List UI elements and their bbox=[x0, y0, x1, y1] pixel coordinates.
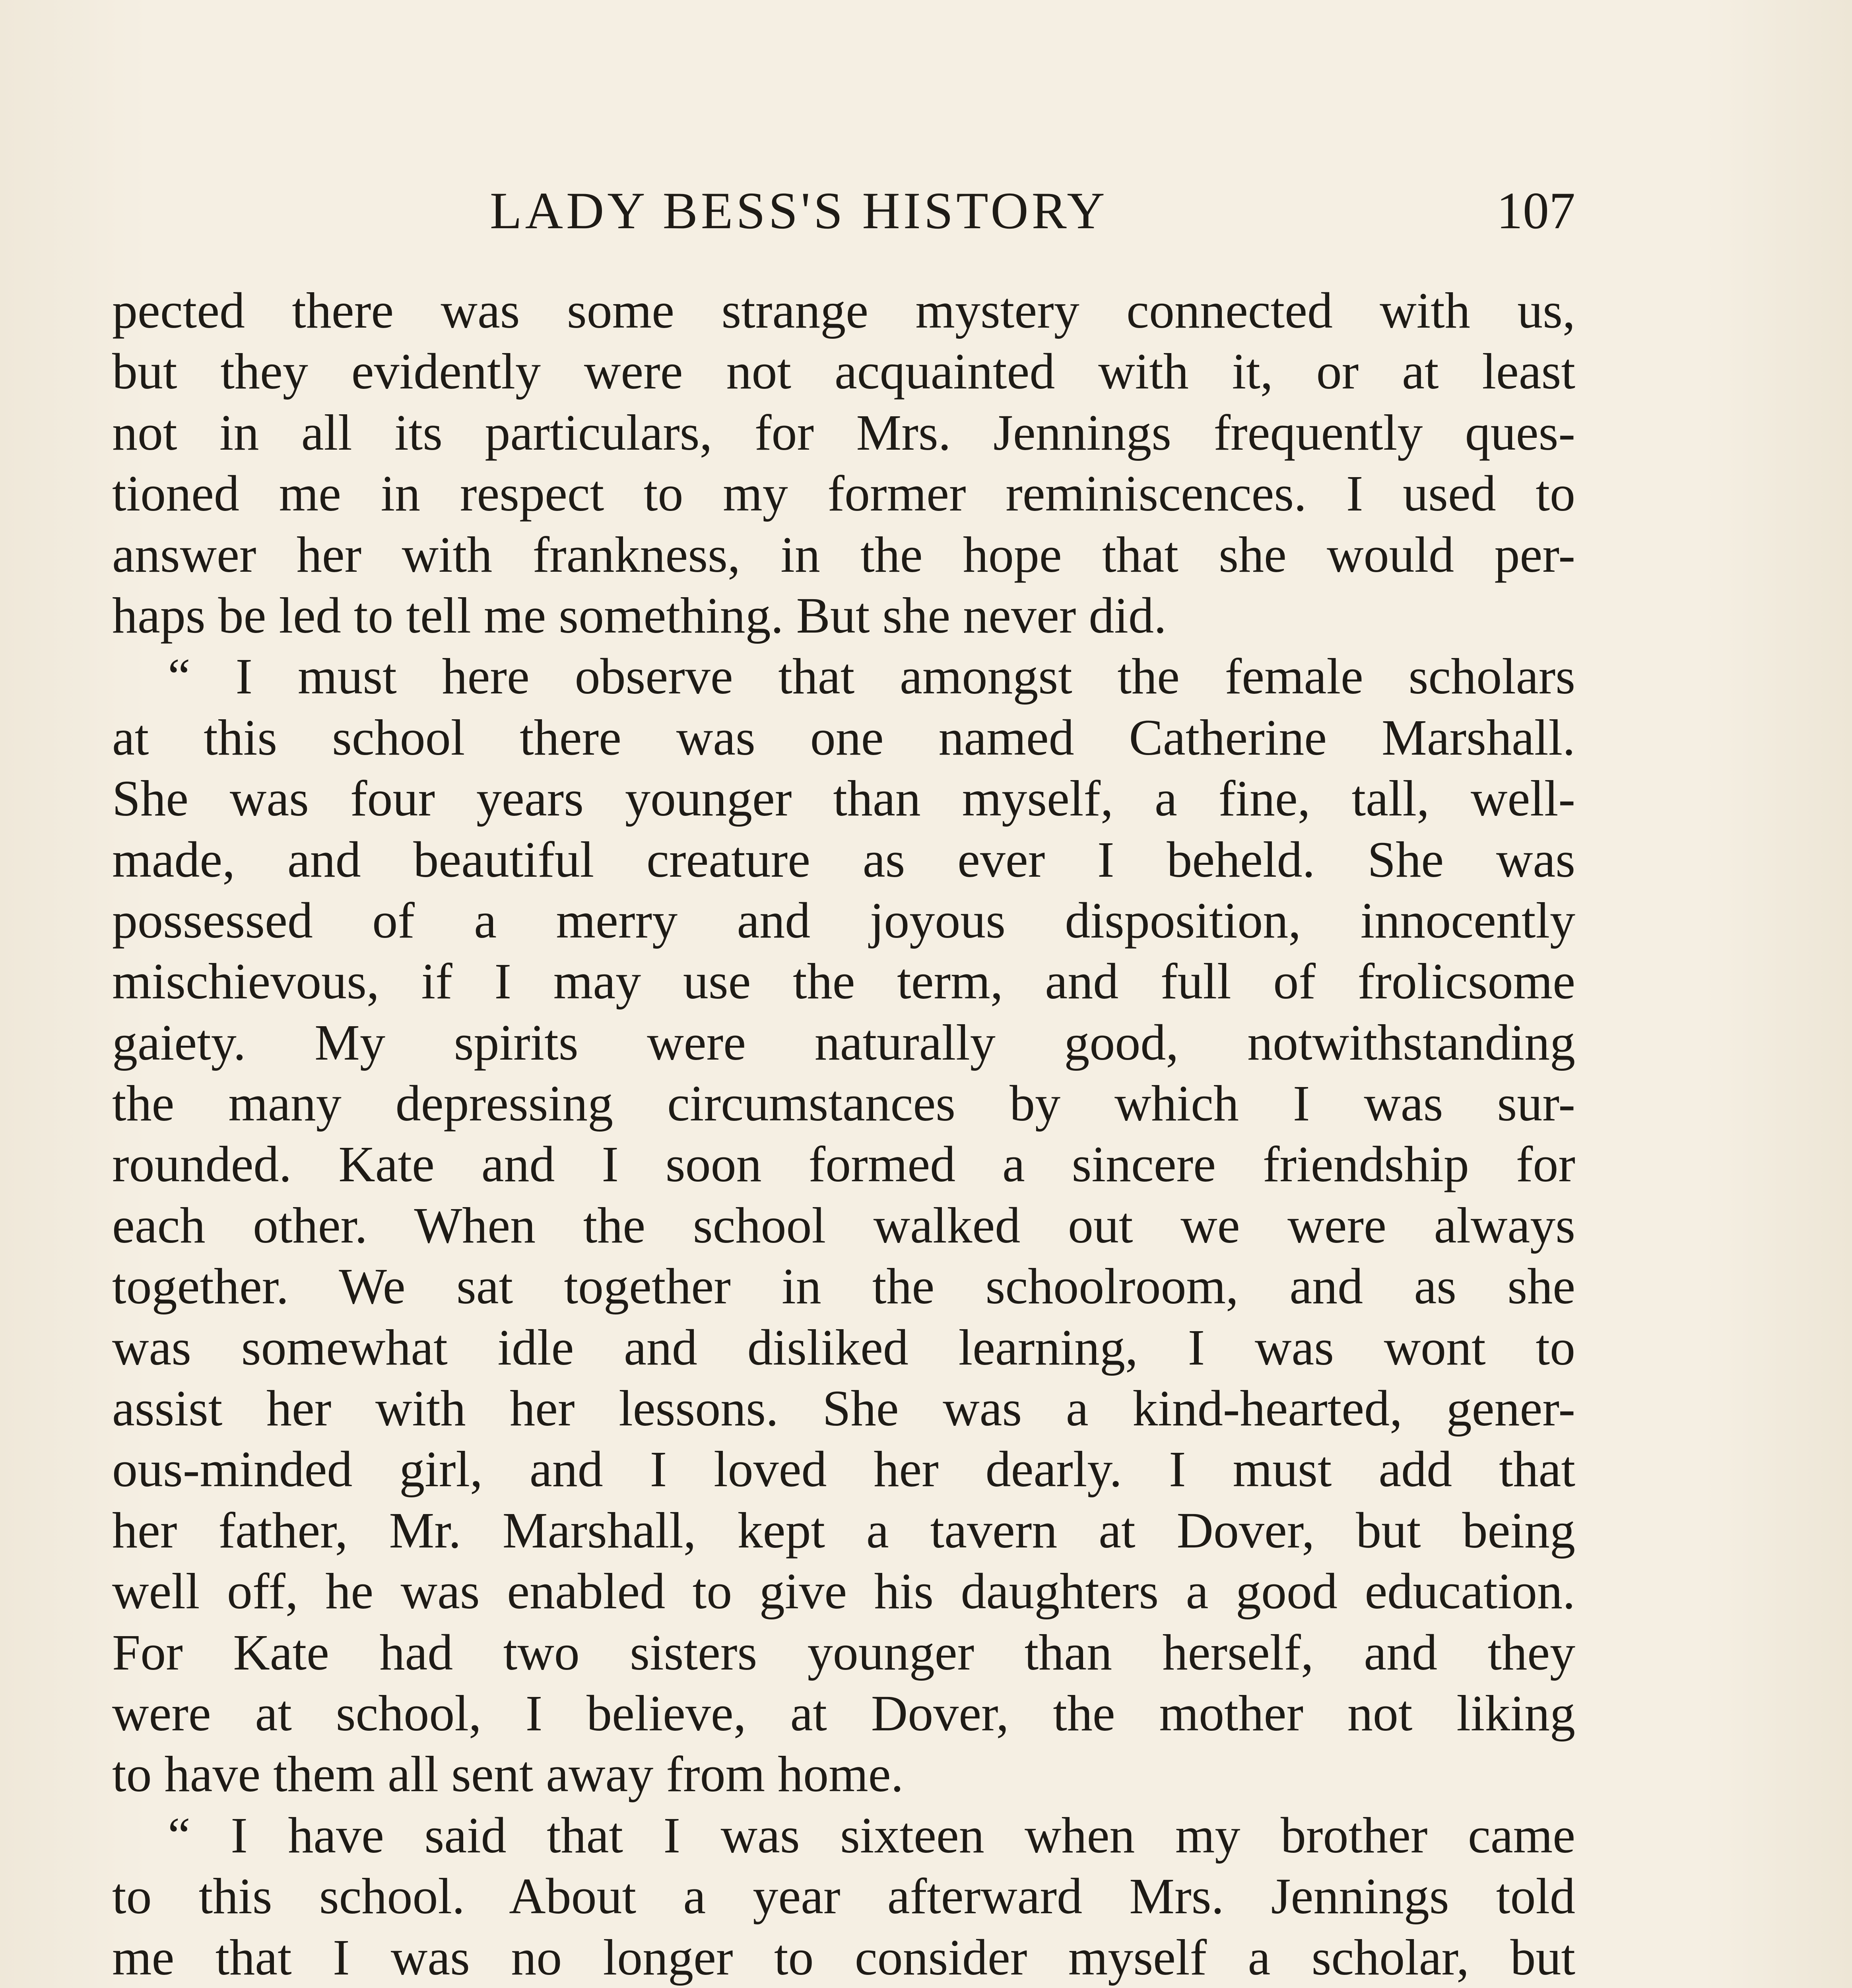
text-line: She was four years younger than myself, a fine, tall, well- bbox=[112, 770, 1575, 827]
text-line: her father, Mr. Marshall, kept a tavern at Dover, but being bbox=[112, 1502, 1575, 1559]
text-line: gaiety. My spirits were naturally good, notwithstanding bbox=[112, 1014, 1575, 1071]
text-line: but they evidently were not acquainted with it, or at least bbox=[112, 343, 1575, 400]
text-line: each other. When the school walked out we were always bbox=[112, 1197, 1575, 1254]
text-line: “ I must here observe that amongst the female scholars bbox=[168, 648, 1575, 705]
text-line: pected there was some strange mystery connected with us, bbox=[112, 282, 1575, 339]
text-line: possessed of a merry and joyous disposition, innocently bbox=[112, 892, 1575, 949]
text-line: to this school. About a year afterward Mrs. Jennings told bbox=[112, 1868, 1575, 1925]
text-line: were at school, I believe, at Dover, the mother not liking bbox=[112, 1685, 1575, 1741]
text-line: rounded. Kate and I soon formed a sincere friendship for bbox=[112, 1136, 1575, 1193]
text-line: together. We sat together in the schoolroom, and as she bbox=[112, 1258, 1575, 1315]
text-line: ous-minded girl, and I loved her dearly. I must add that bbox=[112, 1441, 1575, 1498]
paragraph bbox=[112, 646, 1575, 1805]
text-line: mischievous, if I may use the term, and full of frolicsome bbox=[112, 953, 1575, 1010]
paragraph bbox=[112, 280, 1575, 646]
page-header bbox=[112, 171, 1575, 250]
text-line: answer her with frankness, in the hope that she would per- bbox=[112, 526, 1575, 583]
text-line: to have them all sent away from home. bbox=[112, 1746, 904, 1803]
text-line: the many depressing circumstances by which I was sur- bbox=[112, 1075, 1575, 1132]
text-line: haps be led to tell me something. But she never did. bbox=[112, 587, 1167, 644]
text-line: assist her with her lessons. She was a kind-hearted, gener- bbox=[112, 1380, 1575, 1437]
text-line: was somewhat idle and disliked learning, I was wont to bbox=[112, 1319, 1575, 1376]
text-line: at this school there was one named Catherine Marshall. bbox=[112, 709, 1575, 766]
page-number: 107 bbox=[1497, 181, 1575, 240]
text-line: “ I have said that I was sixteen when my brother came bbox=[168, 1807, 1575, 1864]
text-line: For Kate had two sisters younger than herself, and they bbox=[112, 1624, 1575, 1681]
text-line: not in all its particulars, for Mrs. Jennings frequently ques- bbox=[112, 404, 1575, 461]
body-text bbox=[112, 280, 1575, 1988]
paragraph bbox=[112, 1805, 1575, 1988]
text-line: well off, he was enabled to give his daughters a good education. bbox=[112, 1563, 1575, 1620]
text-line: made, and beautiful creature as ever I beheld. She was bbox=[112, 831, 1575, 888]
running-head: LADY BESS'S HISTORY bbox=[490, 181, 1108, 240]
text-line: tioned me in respect to my former reminiscences. I used to bbox=[112, 465, 1575, 522]
text-line: me that I was no longer to consider myself a scholar, but bbox=[112, 1929, 1575, 1986]
